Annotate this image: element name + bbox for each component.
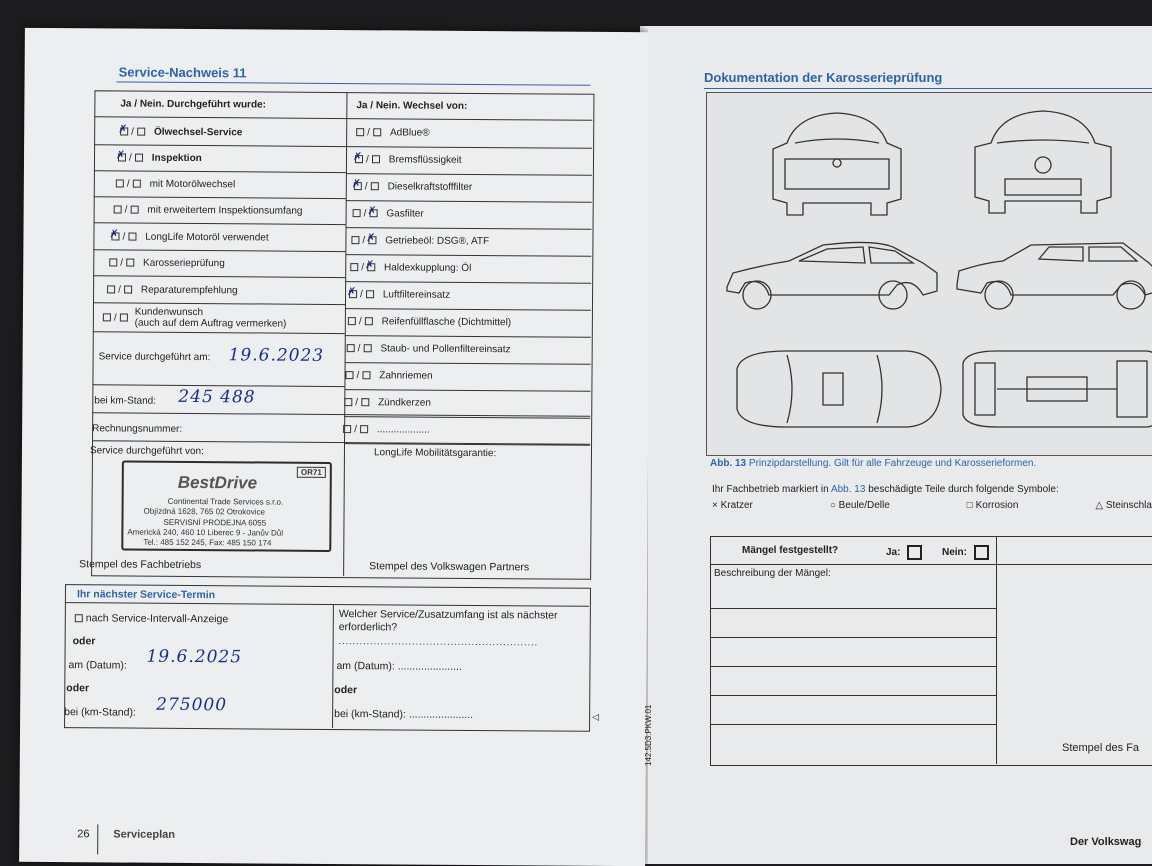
triangle-marker-icon: ◁ [592,711,600,722]
checkbox-ja[interactable] [345,371,353,379]
stamp-code: OR71 [297,467,326,478]
row-label: Staub- und Pollenfiltereinsatz [380,342,511,355]
car-rear-view [773,113,901,215]
description-line [710,637,996,638]
row-label: Reparaturempfehlung [140,284,238,296]
service-date-label: Service durchgeführt am: [98,350,211,363]
symbol-beule: ○ Beule/Delle [829,500,890,511]
checkbox-nein[interactable] [130,206,138,214]
right-check-row[interactable]: / ✗ Getriebeöl: DSG®, ATF [351,228,489,253]
car-diagram-svg [707,93,1152,455]
title-underline [704,88,1152,89]
car-underbody-view [963,351,1152,427]
instruction-text: Ihr Fachbetrieb markiert in Abb. 13 beschädigte Teile durch folgende Symbole: [712,484,1059,495]
checkbox-nein[interactable] [126,259,134,267]
row-label: Ölwechsel-Service [153,126,243,138]
checkbox-ja[interactable] [118,153,126,161]
form-header-line [710,564,1152,565]
right-check-row[interactable]: / AdBlue® [356,120,430,145]
description-line [710,608,996,609]
oder-2: oder [66,682,90,695]
interval-option[interactable] [75,610,229,627]
car-front-view [975,111,1111,213]
checkbox-nein[interactable] [120,313,128,321]
row-label: ................... [376,423,430,436]
description-line [710,724,996,725]
checkbox-ja[interactable] [343,425,351,433]
stamp-label-right: Stempel des Volkswagen Partners [369,560,530,574]
right-page-title: Dokumentation der Karosserieprüfung [704,70,943,85]
stamp-line4: Americká 240, 460 10 Liberec 9 - Janův Důl [127,527,284,538]
checkbox-ja[interactable] [348,317,356,325]
row-label: Luftfiltereinsatz [382,288,451,301]
page-title: Service-Nachweis 11 [118,64,247,81]
car-diagram[interactable] [706,92,1152,456]
performed-by-label: Service durchgeführt von: [89,444,204,457]
checkbox-ja[interactable] [356,128,364,136]
description-line [710,695,996,696]
kundenwunsch-note: (auch auf dem Auftrag vermerken) [134,317,287,330]
car-top-view [737,351,941,427]
left-page [19,28,651,866]
row-label: AdBlue® [389,126,430,139]
left-check-row[interactable]: ✗ / Inspektion [118,145,202,170]
col-right-header: Ja / Nein. Wechsel von: [356,99,468,112]
checkbox-nein[interactable] [360,425,368,433]
checkbox-nein[interactable] [369,209,377,217]
title-underline [117,81,591,85]
row-label: Zündkerzen [378,396,431,409]
checkbox-nein[interactable] [361,398,369,406]
symbol-legend [712,500,1152,511]
nein-label[interactable]: Nein: [942,545,989,560]
stamp-line3: SERVISNÍ PRODEJNA 6055 [163,517,267,528]
checkbox-ja[interactable] [344,398,352,406]
left-check-row[interactable]: ✗ / LongLife Motoröl verwendet [111,224,268,249]
row-label: Reifenfüllflasche (Dichtmittel) [381,315,512,328]
beschreibung-label: Beschreibung der Mängel: [714,568,831,579]
next-service-title: Ihr nächster Service-Termin [76,588,216,602]
checkbox-nein[interactable] [373,128,381,136]
right-check-row[interactable]: ✗ / Bremsflüssigkeit [355,147,462,172]
next-service-box [64,584,591,732]
row-label: Zahnriemen [379,369,433,382]
bei-km-label-right: bei (km-Stand): ...................... [334,708,474,721]
row-label: Karosserieprüfung [143,257,225,269]
page-number: 26 [77,828,90,841]
symbol-steinschlag: △ Steinschla [1095,500,1152,511]
right-page [644,26,1152,864]
kundenwunsch-row[interactable]: / Kundenwunsch (auch auf dem Auftrag vermerken) [103,303,287,332]
stamp-line5: Tel.: 485 152 245, Fax: 485 150 174 [143,537,272,548]
stamp-label-left: Stempel des Fachbetriebs [79,558,202,572]
ja-checkbox[interactable] [907,545,922,560]
left-check-row[interactable]: / Reparaturempfehlung [107,277,238,302]
figure-caption: Abb. 13 Prinzipdarstellung. Gilt für alle Fahrzeuge und Karosserieformen. [710,458,1037,469]
right-check-row[interactable]: / Staub- und Pollenfiltereinsatz [347,336,511,361]
checkbox-ja[interactable] [351,236,359,244]
dotted-line: ......................................................... [338,636,539,648]
km-label: bei km-Stand: [94,394,157,407]
next-date-value: 19.6.2025 [146,646,243,668]
row-label: Bremsflüssigkeit [388,153,462,166]
description-line [710,666,996,667]
oder-3: oder [334,684,358,697]
checkbox-nein[interactable] [366,290,374,298]
row-label: Gasfilter [386,207,424,220]
interval-checkbox[interactable] [75,614,83,622]
left-check-row[interactable]: ✗ / Ölwechsel-Service [120,119,242,144]
service-date-value: 19.6.2023 [228,345,325,366]
ja-label[interactable]: Ja: [886,545,922,560]
checkbox-ja[interactable] [353,209,361,217]
checkbox-nein[interactable] [363,344,371,352]
right-check-row[interactable]: / ................... [343,417,430,442]
checkbox-nein[interactable] [137,128,145,136]
right-check-row[interactable]: / Zündkerzen [344,390,431,415]
form-divider [996,536,997,764]
stamp-brand: BestDrive [177,472,258,493]
symbol-kratzer: × Kratzer [712,500,753,511]
workshop-stamp [121,461,332,552]
right-stamp-label: Stempel des Fa [1062,742,1140,754]
checkbox-ja[interactable] [111,232,119,240]
checkbox-ja[interactable] [349,290,357,298]
right-check-row[interactable]: / ✗ Gasfilter [353,201,424,225]
longlife-label: LongLife Mobilitätsgarantie: [373,446,497,459]
col-left-header: Ja / Nein. Durchgeführt wurde: [120,97,267,111]
checkbox-nein[interactable] [124,286,132,294]
checkbox-nein[interactable] [367,263,375,271]
car-side-view-estate [957,243,1152,309]
checkbox-ja[interactable] [120,127,128,135]
row-label: Inspektion [151,152,202,164]
row-label: Haldexkupplung: Öl [383,261,472,274]
interval-label: nach Service-Intervall-Anzeige [85,612,229,626]
kundenwunsch-label: Kundenwunsch [134,306,204,319]
checkbox-ja[interactable] [116,179,124,187]
footer-label: Serviceplan [113,828,176,841]
checkbox-ja[interactable] [355,155,363,163]
checkbox-nein[interactable] [362,371,370,379]
am-datum-label: am (Datum): [68,659,127,672]
next-km-value: 275000 [156,694,228,716]
left-check-row[interactable]: / mit Motorölwechsel [116,171,236,196]
left-check-row[interactable]: / Karosserieprüfung [109,250,225,275]
km-value: 245 488 [178,386,256,408]
row-label: Getriebeöl: DSG®, ATF [385,234,490,247]
checkbox-ja[interactable] [109,258,117,266]
checkbox-nein[interactable] [371,182,379,190]
row-label: mit Motorölwechsel [149,178,236,190]
right-check-row[interactable]: / Zahnriemen [345,363,432,388]
checkbox-nein[interactable] [128,233,136,241]
bei-km-label: bei (km-Stand): [64,706,136,719]
nein-checkbox[interactable] [974,545,989,560]
checkbox-nein[interactable] [135,154,143,162]
symbol-korrosion: □ Korrosion [966,500,1019,511]
checkbox-nein[interactable] [372,155,380,163]
am-datum-label-right: am (Datum): ...................... [336,660,462,673]
car-side-view-sedan [727,242,937,309]
which-service-label: Welcher Service/Zusatzumfang ist als nächster erforderlich? [338,608,558,634]
row-label: Dieselkraftstofffilter [387,180,473,193]
stamp-line1: Continental Trade Services s.r.o. [167,496,284,507]
left-check-row[interactable]: / mit erweitertem Inspektionsumfang [114,197,303,222]
checkbox-ja[interactable] [103,313,111,321]
rechnung-label: Rechnungsnummer: [92,422,183,435]
checkbox-nein[interactable] [368,236,376,244]
footer-divider [97,824,98,854]
stamp-line2: Objízdná 1628, 765 02 Otrokovice [143,506,265,517]
defects-label: Mängel festgestellt? [742,545,839,556]
checkbox-ja[interactable] [347,344,355,352]
checkbox-nein[interactable] [133,180,141,188]
oder-1: oder [72,635,96,648]
checkbox-nein[interactable] [365,317,373,325]
row-label: mit erweitertem Inspektionsumfang [147,204,303,217]
checkbox-ja[interactable] [107,285,115,293]
right-check-row[interactable]: ✗ / Dieselkraftstofffilter [354,174,473,199]
right-check-row[interactable]: / Reifenfüllflasche (Dichtmittel) [348,309,511,334]
checkbox-ja[interactable] [354,182,362,190]
row-label: LongLife Motoröl verwendet [145,231,269,244]
right-footer: Der Volkswag [1070,836,1142,848]
right-check-row[interactable]: / ✗ Haldexkupplung: Öl [350,255,471,280]
checkbox-ja[interactable] [114,205,122,213]
right-check-row[interactable]: ✗ / Luftfiltereinsatz [349,282,450,307]
checkbox-ja[interactable] [350,263,358,271]
vertical-code: 142.5D3.PKW.01 [644,704,653,766]
